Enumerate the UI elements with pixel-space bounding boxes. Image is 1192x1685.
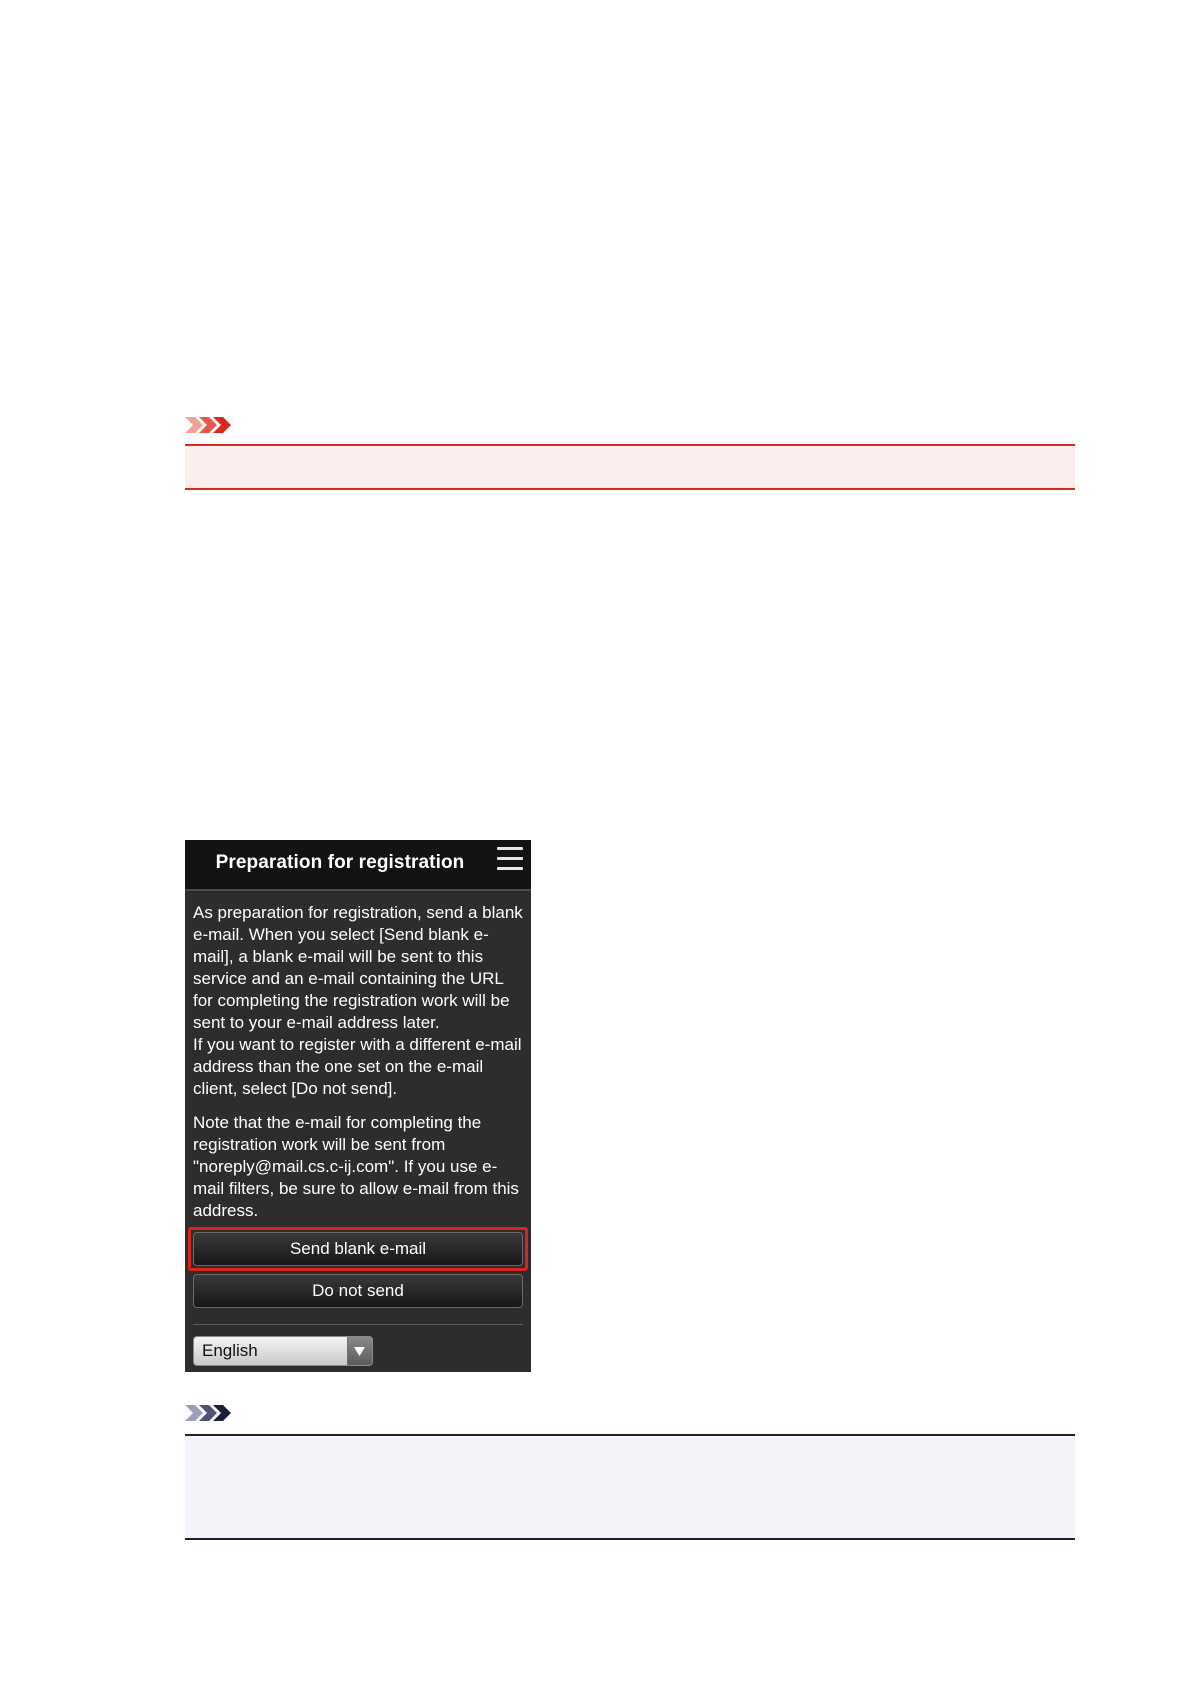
language-select[interactable] — [193, 1336, 373, 1366]
page-title: Preparation for registration — [215, 852, 465, 873]
phone-header — [185, 840, 531, 891]
note-chevrons-icon — [185, 1403, 235, 1423]
phone-screenshot — [185, 840, 531, 1372]
send-blank-email-button[interactable]: Send blank e-mail — [193, 1232, 523, 1266]
divider — [193, 1324, 523, 1325]
do-not-send-button[interactable]: Do not send — [193, 1274, 523, 1308]
important-chevrons-icon — [185, 415, 235, 435]
dropdown-arrow-icon[interactable] — [347, 1337, 372, 1365]
hamburger-menu-icon[interactable] — [497, 847, 523, 871]
important-box — [185, 444, 1075, 490]
language-value: English — [202, 1341, 258, 1360]
instruction-paragraph: If you want to register with a different e-mail address than the one set on the e-mail client, select [Do not send]. — [193, 1035, 522, 1098]
instruction-paragraph: As preparation for registration, send a blank e-mail. When you select [Send blank e-mail], a blank e-mail will be sent to this service and an e-mail containing the URL for completing the registration work will be sent to your e-mail address later. — [193, 903, 523, 1032]
note-box — [185, 1434, 1075, 1540]
instruction-paragraph: Note that the e-mail for completing the registration work will be sent from "noreply@mail.cs.c-ij.com". If you use e-mail filters, be sure to allow e-mail from this address. — [193, 1113, 519, 1220]
instructions-text — [193, 902, 525, 1222]
